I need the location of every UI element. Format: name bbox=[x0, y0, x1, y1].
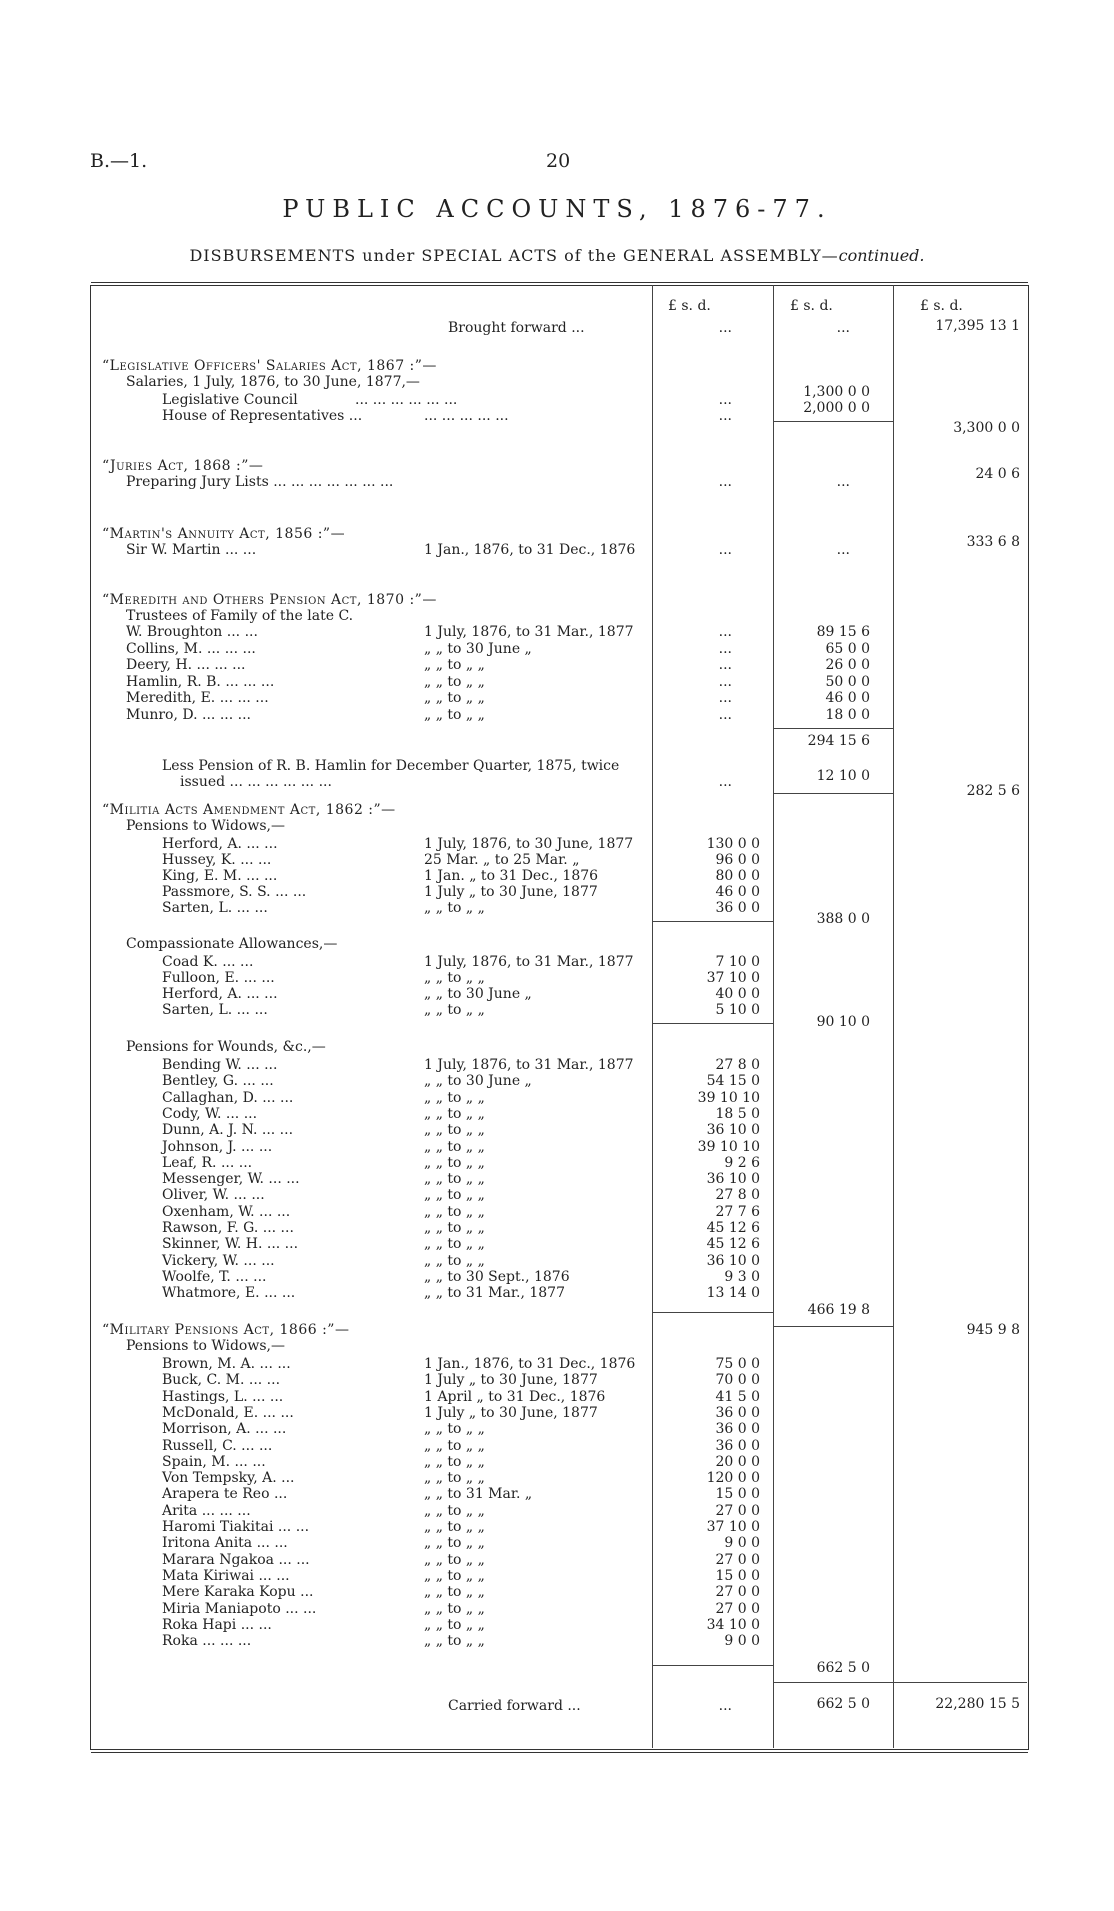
row-period: „ „ to „ „ bbox=[424, 1122, 485, 1139]
row-c1: 130 0 0 bbox=[706, 836, 760, 852]
row-name: Passmore, S. S. ... ... bbox=[162, 884, 307, 900]
row-name: Collins, M. ... ... ... bbox=[126, 640, 256, 657]
section-total: 333 6 8 bbox=[966, 534, 1020, 550]
row-name: Rawson, F. G. ... ... bbox=[162, 1220, 294, 1236]
row-c1: ... bbox=[718, 392, 732, 408]
row-name: Marara Ngakoa ... ... bbox=[162, 1551, 310, 1568]
row-period: „ „ to 30 June „ bbox=[424, 1073, 532, 1090]
carried-forward-label: Carried forward ... bbox=[448, 1698, 581, 1714]
row-name: Haromi Tiakitai ... ... bbox=[162, 1519, 310, 1535]
section-total: 282 5 6 bbox=[966, 783, 1020, 799]
row-c1: 54 15 0 bbox=[706, 1073, 760, 1090]
row-period: „ „ to „ „ bbox=[424, 1567, 485, 1584]
row-period: „ „ to „ „ bbox=[424, 1633, 485, 1650]
page-number: 20 bbox=[546, 150, 571, 172]
row-period: 1 April „ to 31 Dec., 1876 bbox=[424, 1388, 606, 1405]
row-c1: 15 0 0 bbox=[715, 1486, 760, 1503]
row-dots: ... ... ... ... ... ... bbox=[355, 392, 458, 408]
less-text-2: issued ... ... ... ... ... ... bbox=[180, 774, 332, 790]
group-label: Pensions for Wounds, &c.,— bbox=[126, 1039, 326, 1055]
row-c1: 9 0 0 bbox=[724, 1535, 760, 1552]
row-name: Oxenham, W. ... ... bbox=[162, 1203, 291, 1220]
row-period: „ „ to „ „ bbox=[424, 1154, 485, 1171]
page-ref: B.—1. bbox=[90, 150, 148, 172]
section-subtotal: 294 15 6 bbox=[807, 733, 870, 749]
row-period: „ „ to „ „ bbox=[424, 1453, 485, 1470]
row-name: Legislative Council bbox=[162, 392, 298, 408]
row-name: Mere Karaka Kopu ... bbox=[162, 1584, 314, 1601]
row-name: Munro, D. ... ... ... bbox=[126, 706, 251, 723]
group-label: Compassionate Allowances,— bbox=[126, 936, 338, 952]
row-period: „ „ to „ „ bbox=[424, 970, 485, 986]
row-c1: 36 0 0 bbox=[715, 900, 760, 916]
row-name: Iritona Anita ... ... bbox=[162, 1535, 288, 1552]
page-subtitle bbox=[0, 246, 1114, 265]
row-period: „ „ to „ „ bbox=[424, 1502, 485, 1519]
row-c2: 12 10 0 bbox=[816, 768, 870, 784]
column-header-3: £ s. d. bbox=[920, 298, 963, 314]
row-period: 1 July, 1876, to 31 Mar., 1877 bbox=[424, 1057, 634, 1073]
row-c1: ... bbox=[718, 673, 732, 690]
row-period: 1 Jan. „ to 31 Dec., 1876 bbox=[424, 868, 599, 884]
row-period: 1 Jan., 1876, to 31 Dec., 1876 bbox=[424, 1356, 636, 1372]
row-c1: 7 10 0 bbox=[715, 954, 760, 970]
row-period: „ „ to „ „ bbox=[424, 1584, 485, 1601]
row-c1: 75 0 0 bbox=[715, 1356, 760, 1372]
group-total: 388 0 0 bbox=[816, 911, 870, 927]
row-name: Miria Maniapoto ... ... bbox=[162, 1600, 317, 1617]
subtotal-rule bbox=[773, 421, 893, 422]
row-name: Von Tempsky, A. ... bbox=[162, 1470, 295, 1487]
row-c1: 37 10 0 bbox=[706, 970, 760, 986]
row-name: Buck, C. M. ... ... bbox=[162, 1372, 281, 1389]
row-name: Sir W. Martin ... ... bbox=[126, 542, 257, 558]
row-c1: 70 0 0 bbox=[715, 1372, 760, 1389]
row-name: Coad K. ... ... bbox=[162, 954, 254, 970]
row-c1: 34 10 0 bbox=[706, 1616, 760, 1633]
row-period: „ „ to 31 Mar., 1877 bbox=[424, 1285, 565, 1302]
row-name: Hussey, K. ... ... bbox=[162, 852, 272, 868]
row-name: Whatmore, E. ... ... bbox=[162, 1285, 296, 1302]
row-c1: ... bbox=[718, 657, 732, 673]
row-c1: 41 5 0 bbox=[715, 1388, 760, 1405]
row-period: 25 Mar. „ to 25 Mar. „ bbox=[424, 852, 580, 868]
brought-forward-c3: 17,395 13 1 bbox=[935, 318, 1020, 334]
row-name: Fulloon, E. ... ... bbox=[162, 970, 275, 986]
row-name: Spain, M. ... ... bbox=[162, 1453, 266, 1470]
row-period: „ „ to „ „ bbox=[424, 706, 485, 723]
carried-forward-c3: 22,280 15 5 bbox=[935, 1696, 1020, 1712]
row-name: Mata Kiriwai ... ... bbox=[162, 1567, 290, 1584]
row-c2: ... bbox=[836, 542, 850, 558]
row-period: „ „ to „ „ bbox=[424, 1551, 485, 1568]
row-name: Deery, H. ... ... ... bbox=[126, 657, 246, 673]
row-c1: ... bbox=[718, 774, 732, 790]
section-title: “Meredith and Others Pension Act, 1870 :”— bbox=[102, 592, 437, 608]
section-total: 945 9 8 bbox=[966, 1322, 1020, 1338]
row-name: Sarten, L. ... ... bbox=[162, 1002, 268, 1018]
row-name: King, E. M. ... ... bbox=[162, 868, 278, 884]
row-period: 1 July, 1876, to 30 June, 1877 bbox=[424, 836, 634, 852]
row-c1: 37 10 0 bbox=[706, 1519, 760, 1535]
column-header-2: £ s. d. bbox=[790, 298, 833, 314]
group-total: 466 19 8 bbox=[807, 1302, 870, 1318]
row-c1: 36 10 0 bbox=[706, 1122, 760, 1139]
row-period: „ „ to „ „ bbox=[424, 1002, 485, 1018]
row-c1: ... bbox=[718, 474, 732, 490]
row-dots: ... ... ... ... ... bbox=[424, 408, 509, 424]
row-c1: 36 0 0 bbox=[715, 1437, 760, 1454]
column-divider bbox=[652, 285, 653, 1748]
row-period: „ „ to „ „ bbox=[424, 1519, 485, 1535]
row-period: „ „ to „ „ bbox=[424, 1089, 485, 1106]
row-c1: 9 0 0 bbox=[724, 1633, 760, 1650]
row-name: Brown, M. A. ... ... bbox=[162, 1356, 291, 1372]
row-name: McDonald, E. ... ... bbox=[162, 1404, 294, 1421]
page-title: PUBLIC ACCOUNTS, 1876-77. bbox=[282, 195, 832, 223]
row-c2: 2,000 0 0 bbox=[803, 400, 870, 416]
row-period: „ „ to „ „ bbox=[424, 1535, 485, 1552]
row-c1: 45 12 6 bbox=[706, 1220, 760, 1236]
row-period: „ „ to 31 Mar. „ bbox=[424, 1486, 533, 1503]
group-total: 90 10 0 bbox=[816, 1014, 870, 1030]
row-period: 1 Jan., 1876, to 31 Dec., 1876 bbox=[424, 542, 636, 558]
row-c1: ... bbox=[718, 706, 732, 723]
row-c1: 27 0 0 bbox=[715, 1502, 760, 1519]
row-name: Meredith, E. ... ... ... bbox=[126, 690, 269, 706]
section-total: 3,300 0 0 bbox=[953, 420, 1020, 436]
row-c2: 46 0 0 bbox=[825, 690, 870, 706]
row-c1: 36 10 0 bbox=[706, 1171, 760, 1188]
row-period: „ „ to „ „ bbox=[424, 657, 485, 673]
row-period: „ „ to „ „ bbox=[424, 1252, 485, 1269]
row-name: Roka ... ... ... bbox=[162, 1633, 252, 1650]
row-name: Woolfe, T. ... ... bbox=[162, 1268, 267, 1285]
row-c2: 26 0 0 bbox=[825, 657, 870, 673]
column-header-1: £ s. d. bbox=[668, 298, 711, 314]
row-name: Skinner, W. H. ... ... bbox=[162, 1236, 299, 1253]
row-c1: ... bbox=[718, 542, 732, 558]
row-period: „ „ to „ „ bbox=[424, 1616, 485, 1633]
row-period: 1 July „ to 30 June, 1877 bbox=[424, 884, 598, 900]
row-c1: 27 8 0 bbox=[715, 1187, 760, 1204]
row-c2: 18 0 0 bbox=[825, 706, 870, 723]
subtotal-rule bbox=[773, 728, 893, 729]
section-title: “Martin's Annuity Act, 1856 :”— bbox=[102, 526, 346, 542]
row-c1: 39 10 10 bbox=[697, 1089, 760, 1106]
row-period: „ „ to 30 June „ bbox=[424, 986, 532, 1002]
row-c1: 27 8 0 bbox=[715, 1057, 760, 1073]
row-period: „ „ to „ „ bbox=[424, 1437, 485, 1454]
row-name: House of Representatives ... bbox=[162, 408, 363, 424]
row-period: „ „ to „ „ bbox=[424, 1236, 485, 1253]
section-title: “Military Pensions Act, 1866 :”— bbox=[102, 1322, 350, 1338]
section-intro: Trustees of Family of the late C. bbox=[126, 608, 354, 624]
row-name: Messenger, W. ... ... bbox=[162, 1171, 300, 1188]
row-period: „ „ to „ „ bbox=[424, 1421, 485, 1438]
row-name: Callaghan, D. ... ... bbox=[162, 1089, 294, 1106]
row-period: „ „ to „ „ bbox=[424, 1138, 485, 1155]
group-label: Pensions to Widows,— bbox=[126, 818, 285, 834]
column-divider bbox=[773, 285, 774, 1748]
row-period: „ „ to „ „ bbox=[424, 1171, 485, 1188]
row-name: Herford, A. ... ... bbox=[162, 986, 278, 1002]
section-subtitle: Salaries, 1 July, 1876, to 30 June, 1877,— bbox=[126, 374, 420, 390]
carried-forward-c1: ... bbox=[718, 1698, 732, 1714]
row-name: Leaf, R. ... ... bbox=[162, 1154, 253, 1171]
row-period: „ „ to „ „ bbox=[424, 1600, 485, 1617]
row-period: „ „ to „ „ bbox=[424, 673, 485, 690]
row-c1: 39 10 10 bbox=[697, 1138, 760, 1155]
subtotal-rule bbox=[773, 1682, 1027, 1683]
row-name: W. Broughton ... ... bbox=[126, 624, 258, 640]
subtotal-rule bbox=[652, 1312, 773, 1313]
row-name: Morrison, A. ... ... bbox=[162, 1421, 287, 1438]
row-c1: ... bbox=[718, 408, 732, 424]
row-c1: ... bbox=[718, 690, 732, 706]
row-c1: 40 0 0 bbox=[715, 986, 760, 1002]
row-c1: 9 2 6 bbox=[724, 1154, 760, 1171]
subtotal-rule bbox=[652, 921, 773, 922]
row-c1: 27 0 0 bbox=[715, 1600, 760, 1617]
row-period: „ „ to „ „ bbox=[424, 1470, 485, 1487]
row-name: Arita ... ... ... bbox=[162, 1502, 251, 1519]
row-c2: 89 15 6 bbox=[816, 624, 870, 640]
group-label: Pensions to Widows,— bbox=[126, 1338, 285, 1354]
row-c1: ... bbox=[718, 640, 732, 657]
row-name: Cody, W. ... ... bbox=[162, 1105, 258, 1122]
row-period: „ „ to „ „ bbox=[424, 1203, 485, 1220]
row-name: Preparing Jury Lists ... ... ... ... ... ... ... bbox=[126, 474, 394, 490]
row-c1: 27 7 6 bbox=[715, 1203, 760, 1220]
row-c2: 1,300 0 0 bbox=[803, 384, 870, 400]
row-period: „ „ to „ „ bbox=[424, 900, 485, 916]
brought-forward-label: Brought forward ... bbox=[448, 320, 585, 336]
section-title: “Legislative Officers' Salaries Act, 1867 :”— bbox=[102, 358, 437, 374]
row-c1: ... bbox=[718, 624, 732, 640]
row-name: Bentley, G. ... ... bbox=[162, 1073, 274, 1090]
section-total: 662 5 0 bbox=[816, 1660, 870, 1676]
row-period: „ „ to „ „ bbox=[424, 1187, 485, 1204]
row-c2: ... bbox=[836, 474, 850, 490]
row-c1: 15 0 0 bbox=[715, 1567, 760, 1584]
row-c1: 46 0 0 bbox=[715, 884, 760, 900]
brought-forward-c2: ... bbox=[836, 320, 850, 336]
row-c1: 120 0 0 bbox=[706, 1470, 760, 1487]
row-name: Dunn, A. J. N. ... ... bbox=[162, 1122, 294, 1139]
row-name: Arapera te Reo ... bbox=[162, 1486, 288, 1503]
row-c1: 36 0 0 bbox=[715, 1404, 760, 1421]
row-name: Sarten, L. ... ... bbox=[162, 900, 268, 916]
row-c1: 18 5 0 bbox=[715, 1105, 760, 1122]
carried-forward-c2: 662 5 0 bbox=[816, 1696, 870, 1712]
column-divider bbox=[893, 285, 894, 1748]
row-period: 1 July „ to 30 June, 1877 bbox=[424, 1404, 598, 1421]
row-c1: 5 10 0 bbox=[715, 1002, 760, 1018]
row-c1: 9 3 0 bbox=[724, 1268, 760, 1285]
row-c2: 50 0 0 bbox=[825, 673, 870, 690]
row-c1: 36 10 0 bbox=[706, 1252, 760, 1269]
row-name: Vickery, W. ... ... bbox=[162, 1252, 275, 1269]
section-title: “Juries Act, 1868 :”— bbox=[102, 458, 264, 474]
section-total: 24 0 6 bbox=[975, 466, 1020, 482]
row-period: „ „ to „ „ bbox=[424, 1105, 485, 1122]
row-c1: 13 14 0 bbox=[706, 1285, 760, 1302]
row-name: Hamlin, R. B. ... ... ... bbox=[126, 673, 275, 690]
row-name: Hastings, L. ... ... bbox=[162, 1388, 284, 1405]
row-period: 1 July, 1876, to 31 Mar., 1877 bbox=[424, 624, 634, 640]
subtitle-tail: continued. bbox=[838, 246, 925, 265]
row-c1: 96 0 0 bbox=[715, 852, 760, 868]
row-period: „ „ to 30 June „ bbox=[424, 640, 532, 657]
row-name: Johnson, J. ... ... bbox=[162, 1138, 273, 1155]
row-name: Roka Hapi ... ... bbox=[162, 1616, 272, 1633]
row-c1: 36 0 0 bbox=[715, 1421, 760, 1438]
section-title: “Militia Acts Amendment Act, 1862 :”— bbox=[102, 802, 396, 818]
subtitle-main: DISBURSEMENTS under SPECIAL ACTS of the GENERAL ASSEMBLY— bbox=[189, 246, 839, 265]
subtotal-rule bbox=[652, 1023, 773, 1024]
row-c1: 27 0 0 bbox=[715, 1584, 760, 1601]
subtotal-rule bbox=[773, 1326, 893, 1327]
row-period: „ „ to „ „ bbox=[424, 1220, 485, 1236]
row-c1: 45 12 6 bbox=[706, 1236, 760, 1253]
row-period: 1 July „ to 30 June, 1877 bbox=[424, 1372, 598, 1389]
row-period: 1 July, 1876, to 31 Mar., 1877 bbox=[424, 954, 634, 970]
row-period: „ „ to 30 Sept., 1876 bbox=[424, 1268, 570, 1285]
row-c2: 65 0 0 bbox=[825, 640, 870, 657]
row-name: Oliver, W. ... ... bbox=[162, 1187, 265, 1204]
subtotal-rule bbox=[773, 793, 893, 794]
subtotal-rule bbox=[652, 1665, 773, 1666]
less-text: Less Pension of R. B. Hamlin for December Quarter, 1875, twice bbox=[162, 758, 620, 774]
row-period: „ „ to „ „ bbox=[424, 690, 485, 706]
row-c1: 80 0 0 bbox=[715, 868, 760, 884]
row-name: Herford, A. ... ... bbox=[162, 836, 278, 852]
row-name: Russell, C. ... ... bbox=[162, 1437, 273, 1454]
row-c1: 27 0 0 bbox=[715, 1551, 760, 1568]
row-c1: 20 0 0 bbox=[715, 1453, 760, 1470]
brought-forward-c1: ... bbox=[718, 320, 732, 336]
row-name: Bending W. ... ... bbox=[162, 1057, 278, 1073]
